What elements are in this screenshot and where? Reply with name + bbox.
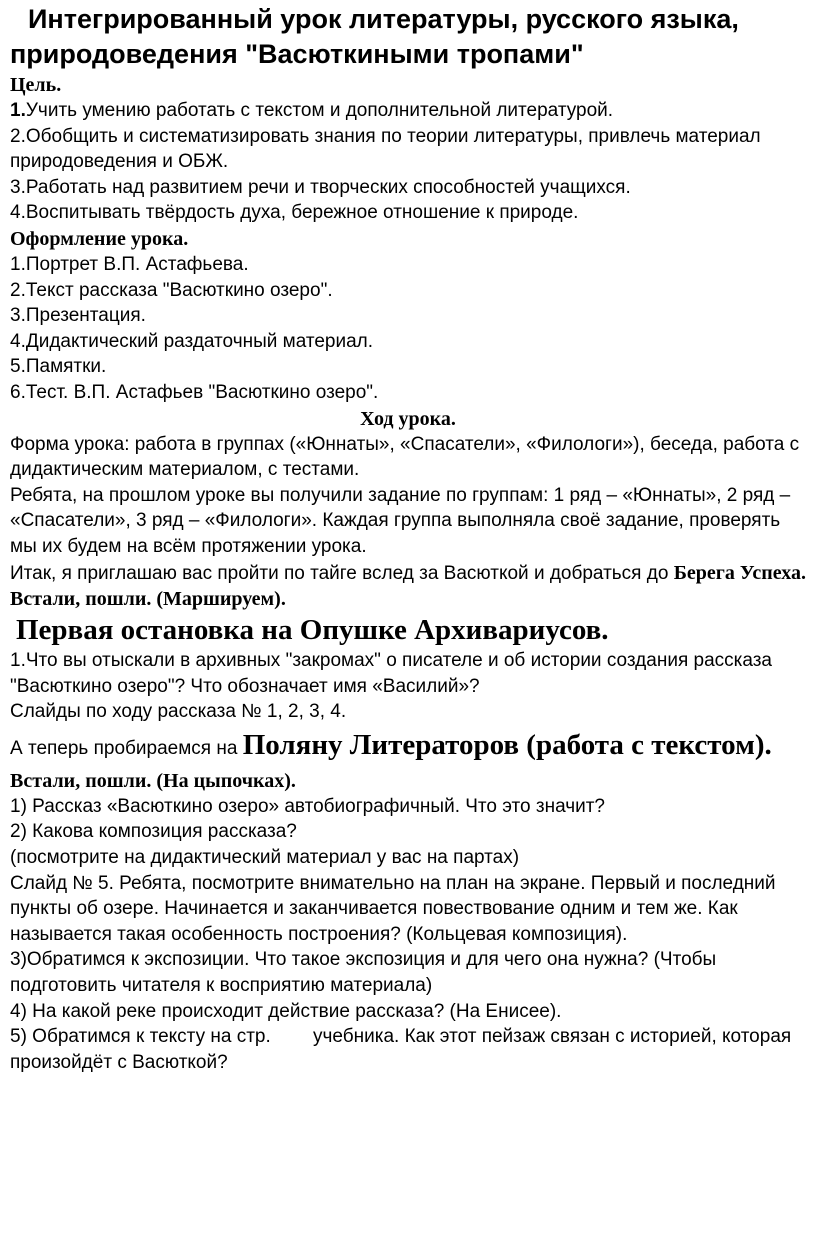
design-item: 1.Портрет В.П. Астафьева. [10,253,249,275]
stop1-slides: Слайды по ходу рассказа № 1, 2, 3, 4. [10,701,347,723]
stop2-line: 1) Рассказ «Васюткино озеро» автобиографичный. Что это значит? [10,795,605,817]
stop2-line: (посмотрите на дидактический материал у вас на партах) [10,847,520,869]
stop1-question: 1.Что вы отыскали в архивных "закромах" о писателе и об истории создания рассказа "Васюткино озеро"? Что обозначает имя «Василий»? [10,650,773,697]
goal-heading: Цель. [10,74,62,96]
goal-item-4: 4.Воспитывать твёрдость духа, бережное отношение к природе. [10,202,579,224]
design-heading: Оформление урока. [10,227,189,250]
design-item: 6.Тест. В.П. Астафьев "Васюткино озеро". [10,381,379,403]
goal-item-1-number: 1. [10,100,26,121]
lesson-form: Форма урока: работа в группах («Юннаты», «Спасатели», «Филологи»), беседа, работа с дидактическим материалом, с тестами. [10,433,800,481]
goal-item-1 [10,98,806,124]
design-item: 3.Презентация. [10,305,146,327]
stop2-heading-line [10,727,806,768]
invite-paragraph [10,560,806,587]
stop2-line: 2) Какова композиция рассказа? [10,821,297,843]
design-item: 5.Памятки. [10,356,107,378]
stop2-lead: А теперь пробираемся на [10,737,243,759]
stop2-line: Слайд № 5. Ребята, посмотрите внимательно на план на экране. Первый и последний пункты об озере. Начинается и заканчивается повествование одним и тем же. Как называется такая особенность построения? (Кольцевая композиция). [10,872,776,945]
design-item: 4.Дидактический раздаточный материал. [10,330,374,352]
design-item: 2.Текст рассказа "Васюткино озеро". [10,279,333,301]
stop1-heading: Первая остановка на Опушке Архивариусов. [16,614,609,647]
stop2-line: 5) Обратимся к тексту на стр. учебника. Как этот пейзаж связан с историей, которая произойдёт с Васюткой? [10,1026,797,1073]
goal-item-3: 3.Работать над развитием речи и творческих способностей учащихся. [10,176,631,198]
goal-item-1-text: Учить умению работать с текстом и дополнительной литературой. [25,100,614,121]
stop2-line: 3)Обратимся к экспозиции. Что такое экспозиция и для чего она нужна? (Чтобы подготовить читателя к восприятию материала) [10,949,717,997]
invite-text: Итак, я приглашаю вас пройти по тайге вслед за Васюткой и добраться до [10,562,674,584]
stop2-walk: Встали, пошли. (На цыпочках). [10,769,296,792]
goal-item-2: 2.Обобщить и систематизировать знания по теории литературы, привлечь материал природоведения и ОБЖ. [10,125,761,173]
lesson-intro: Ребята, на прошлом уроке вы получили задание по группам: 1 ряд – «Юннаты», 2 ряд – «Спасатели», 3 ряд – «Филологи». Каждая группа выполняла своё задание, проверять мы их будем на всём протяжении урока. [10,484,791,557]
stop2-heading: Поляну Литераторов (работа с текстом). [242,728,772,761]
march-instruction: Встали, пошли. (Маршируем). [10,588,286,611]
stop2-line: 4) На какой реке происходит действие рассказа? (На Енисее). [10,1000,562,1022]
course-heading: Ход урока. [360,407,456,430]
document-title: Интегрированный урок литературы, русского языка, природоведения "Васюткиными тропами" [10,4,739,69]
invite-bold: Берега Успеха. [673,561,807,584]
